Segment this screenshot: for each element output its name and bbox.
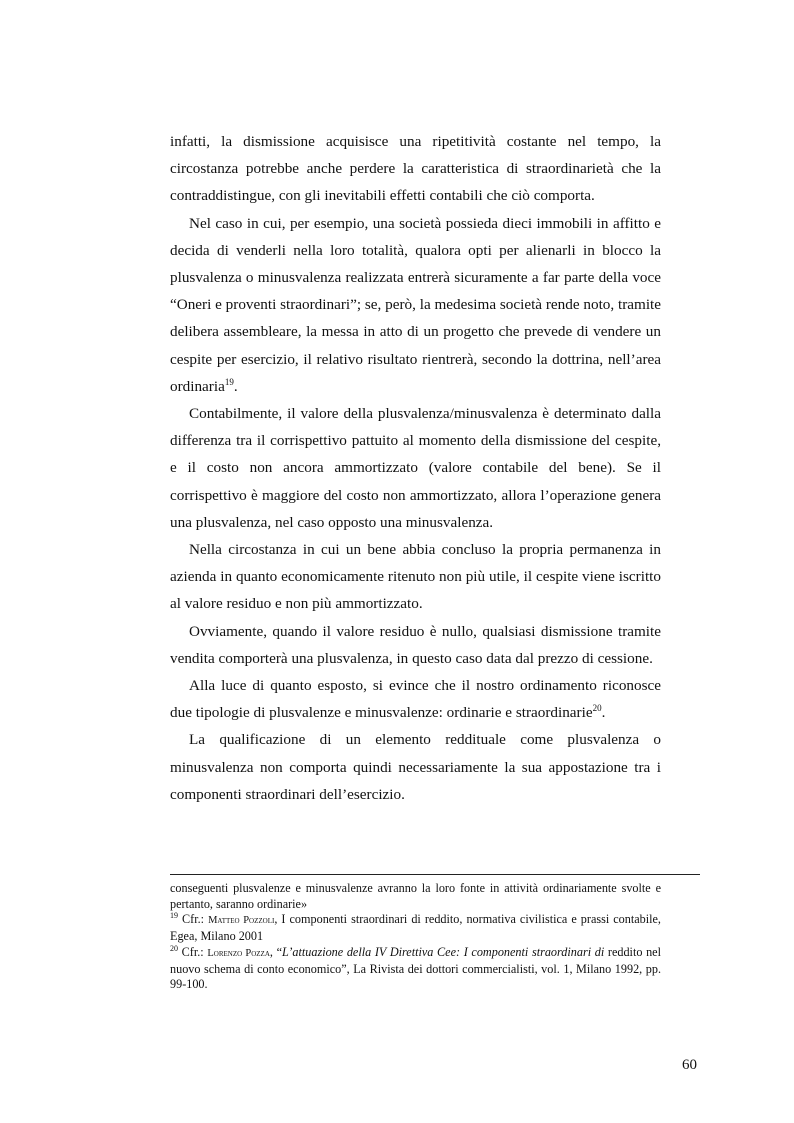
footnote-ref[interactable]: 20 (592, 703, 602, 714)
paragraph: Alla luce di quanto esposto, si evince che il nostro ordinamento riconosce due tipologie di plusvalenze e minusvalenze: ordinarie e straordinarie$^{20}$. (170, 677, 661, 722)
paragraph: Nel caso in cui, per esempio, una società possieda dieci immobili in affitto e decida di venderli nella loro totalità, qualora opti per alienarli in blocco la plusvalenza o minusvalenza realizzata entrerà sicuramente a far parte della voce “Oneri e proventi straordinari”; se, però, la medesima società rende noto, tramite delibera assembleare, la messa in atto di un progetto che prevede di vendere un cespite per esercizio, il relativo risultato rientrerà, secondo la dottrina, nell’area ordinaria$^{19}$. (170, 214, 661, 395)
footnote-author: Matteo Pozzoli (208, 915, 275, 927)
paragraph: Nella circostanza in cui un bene abbia concluso la propria permanenza in azienda in quanto economicamente ritenuto non più utile, il cespite viene iscritto al valore residuo e non più ammortizzato. (170, 541, 661, 613)
footnote-author: Lorenzo Pozza (207, 947, 270, 959)
paragraph: Contabilmente, il valore della plusvalenza/minusvalenza è determinato dalla differenza tra il corrispettivo pattuito al momento della dismissione del cespite, e il costo non ancora ammortizzato (valore contabile del bene). Se il corrispettivo è maggiore del costo non ammortizzato, allora l’operazione genera una plusvalenza, nel caso opposto una minusvalenza. (170, 405, 661, 531)
footnote-title: L’attuazione della IV Direttiva Cee: I componenti straordinari di (282, 944, 605, 959)
footnote-ref[interactable]: 19 (224, 376, 234, 387)
page-number: 60 (682, 1057, 697, 1073)
footnote-19: $^{19}$ Cfr.: Matteo Pozzoli, I componenti straordinari di reddito, normativa civilistica e prassi contabile, Egea, Milano 2001 (170, 911, 661, 944)
footnote-20: $^{20}$ Cfr.: Lorenzo Pozza, “L’attuazione della IV Direttiva Cee: I componenti straordinari di reddito nel nuovo schema di conto economico”, La Rivista dei dottori commercialisti, vol. 1, Milano 1992, pp. 99-100. (170, 943, 661, 992)
footnotes (170, 881, 661, 993)
footnote-continuation: conseguenti plusvalenze e minusvalenze avranno la loro fonte in attività ordinariamente svolte e pertanto, saranno ordinarie» (170, 881, 661, 911)
body-text (170, 128, 661, 808)
paragraph: infatti, la dismissione acquisisce una ripetitività costante nel tempo, la circostanza potrebbe anche perdere la caratteristica di straordinarietà che la contraddistingue, con gli inevitabili effetti contabili che ciò comporta. (170, 133, 661, 205)
footnote-divider (170, 874, 700, 875)
paragraph: Ovviamente, quando il valore residuo è nullo, qualsiasi dismissione tramite vendita comporterà una plusvalenza, in questo caso data dal prezzo di cessione. (170, 622, 661, 667)
paragraph: La qualificazione di un elemento reddituale come plusvalenza o minusvalenza non comporta quindi necessariamente la sua appostazione tra i componenti straordinari dell’esercizio. (170, 731, 661, 803)
